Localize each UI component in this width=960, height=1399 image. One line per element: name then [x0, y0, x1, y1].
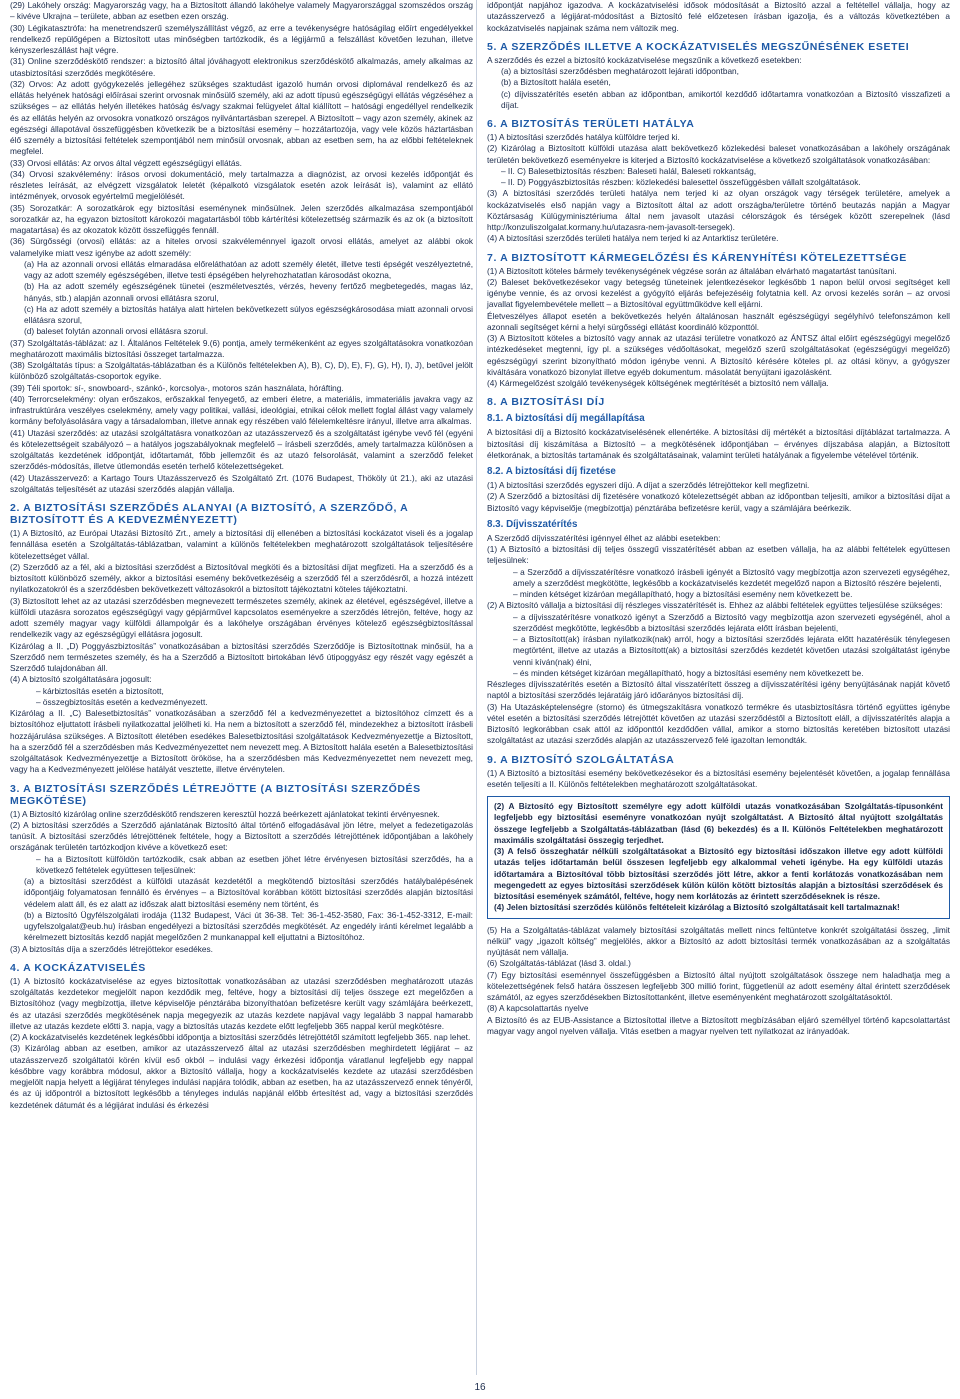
paragraph: (1) A Biztosító a biztosítási esemény bekövetkezésekor és a biztosítási esemény bejelentését követően, a jogalap fennállása esetén teljesíti a II. Különös feltételekben meghatározott szolgáltatásokat.: [487, 767, 950, 789]
paragraph: (3) Biztosított lehet az az utazási szerződésben megnevezett természetes személy, akinek az életével, egészségével, illetve a külföldi utazásra sorozatos egészségügyi vagy gépjárművel kapcsolatos eseményekre a szerződés létrejön, feltéve, hogy az adott személy magyar vagy külföldi állampolgár és a lakóhelye országában érvényes kötelező egészségbiztosítással rendelkezik vagy az egészségügyi ellátásra jogosult.: [10, 595, 473, 640]
list-item: (a) a biztosítási szerződésben meghatározott lejárati időpontban,: [501, 66, 739, 76]
list-item: (c) díjvisszatérítés esetén abban az időpontban, amikortól kezdődő időtartamra vonatkozóan a Biztosító visszafizeti a díjat.: [501, 88, 950, 110]
paragraph: (4) A biztosító szolgáltatására jogosult:: [10, 674, 152, 685]
highlight-box: [487, 796, 950, 919]
paragraph: (1) A Biztosító kizárólag online szerződéskötő rendszeren keresztül hozzá beérkezett ajánlatokat tekinti érvényesnek.: [10, 808, 440, 819]
list-item: (c) Ha az adott személy a biztosítás hatálya alatt hirtelen bekövetkezett súlyos egészségkárosodása miatt azonnali orvosi ellátásra szorul,: [24, 303, 473, 325]
list-item: – II. C) Balesetbiztosítás részben: Baleseti halál, Baleseti rokkantság,: [501, 165, 757, 176]
paragraph: (2) Baleset bekövetkezésekor vagy betegség tüneteinek jelentkezésekor legkésőbb 1 napon belül orvosi segítséget kell igénybe vennie, és az orvosi kezelést a gyógyító eljárás befejezéséig folytatnia kell. Az orvosi kezelés során – az orvosi javallat figyelembevétele mellett – a Biztosítóval együttműködve kell eljárni.: [487, 276, 950, 310]
list-item: (b) a Biztosított halála esetén,: [501, 77, 611, 88]
right-column: [487, 0, 950, 1037]
list-item: – ha a Biztosított külföldön tartózkodik, csak abban az esetben jöhet létre érvényesen biztosítási szerződés, ha a következő feltételek együttesen teljesülnek:: [36, 853, 473, 875]
column-divider: [476, 0, 477, 1375]
section-heading: 2. A BIZTOSÍTÁSI SZERZŐDÉS ALANYAI (A BIZTOSÍTÓ, A SZERZŐDŐ, A BIZTOSÍTOTT ÉS A KEDVEZMÉNYEZETT): [10, 502, 408, 526]
paragraph: A Biztosító és az EUB-Assistance a Biztosítottal illetve a Biztosított megbízásában eljáró személlyel történő kapcsolattartást magyar vagy angol nyelven vállalja. Vitás esetben a magyar nyelven tett nyilatkozat az irányadóak.: [487, 1014, 950, 1036]
section-heading: 6. A BIZTOSÍTÁS TERÜLETI HATÁLYA: [487, 118, 695, 130]
list-item: (b) a Biztosító Ügyfélszolgálati irodája (1132 Budapest, Váci út 36-38. Tel: 36-1-452-3580, Fax: 36-1-452-3312, E-mail: ugyfelszolgalat@eub.hu) írásban engedélyezi a biztosítási szerződés megkötését. Az engedély iránti kérelmet legalább a kérelmezett biztosítás kezdő napját megelőzően 2 munkanappal kell eljuttatni a Biztosítóhoz.: [24, 909, 473, 943]
paragraph: Életveszélyes állapot esetén a bekövetkezés helyén általánosan használt egészségügyi segélyhívó telefonszámon kell azonnali segítséget kérni a helyi sürgősségi ellátást koordináló központtól.: [487, 310, 950, 332]
section-heading: 3. A BIZTOSÍTÁSI SZERZŐDÉS LÉTREJÖTTE (A BIZTOSÍTÁSI SZERZŐDÉS MEGKÖTÉSE): [10, 782, 421, 807]
paragraph: (35) Sorozatkár: A sorozatkárok egy biztosítási eseménynek minősülnek. Jelen szerződés alkalmazása szempontjából sorozatkár az, ha egyazon biztosított károkozói magatartásból több kártérítési kötelezettség származik és az ok (a biztosított magatartása) és az okozatok között összefüggés fennáll.: [10, 202, 473, 235]
paragraph: (4) Kármegelőzést szolgáló tevékenységek költségének megtérítését a biztosító nem vállalja.: [487, 378, 829, 388]
section-heading: 5. A SZERZŐDÉS ILLETVE A KOCKÁZATVISELÉS MEGSZŰNÉSÉNEK ESETEI: [487, 40, 910, 53]
section-heading: 8.2. A biztosítási díj fizetése: [487, 466, 616, 477]
list-item: – a Szerződő a díjvisszatérítésre vonatkozó írásbeli igényét a Biztosító vagy megbízottja azon szervezeti egységéhez, amely a szerződést megkötötte, legkésőbb a kockázatviselés kezdetét megelőző napon a Biztosító részére bejelenti,: [513, 566, 950, 588]
paragraph: (8) A kapcsolattartás nyelve: [487, 1003, 589, 1014]
paragraph: (1) A Biztosító, az Európai Utazási Biztosító Zrt., amely a biztosítási díj ellenében a biztosítási kockázatot viseli és a jogalap fennállása esetén a Szolgáltatás-táblázatban, valamint a különös feltételekben meghatározott szolgáltatások teljesítésére kötelezettséget vállal.: [10, 528, 473, 561]
list-item: – minden kétséget kizáróan megállapítható, hogy a biztosítási esemény nem következett be.: [513, 589, 853, 599]
paragraph: (3) A biztosítás díja a szerződés létrejöttekor esedékes.: [10, 943, 213, 954]
paragraph: (6) Szolgáltatás-táblázat (lásd 3. oldal.): [487, 958, 631, 969]
paragraph: (2) A Szerződő a biztosítási díj fizetésére vonatkozó kötelezettségét abban az időpontban teljesíti, amikor a biztosítási díjat a Biztosító vagy képviselője (megbízottja) pénztárába befizetésre kerül, vagy a számlájára beérkezik.: [487, 491, 950, 513]
paragraph: A Szerződő díjvisszatérítési igénnyel élhet az alábbi esetekben:: [487, 532, 721, 543]
paragraph: (7) Egy biztosítási eseménnyel összefüggésben a Biztosító által nyújtott szolgáltatások összege nem haladhatja meg a kötelezettségének felső határa összesen legfeljebb 300 millió forint, függetlenül az adott esemény által érintett szerződések számától, az egyes szerződésekben Biztosítottanként, illetve eseményenként meghatározott szolgáltatásoktól.: [487, 969, 950, 1002]
paragraph: Kizárólag a II. „D) Poggyászbiztosítás” vonatkozásában a biztosítási szerződés Szerződője is Biztosítottnak minősül, ha a Szerződő nem természetes személy, és ha a Szerződő a Biztosított birtokában lévő útipoggyász egy részét vagy egészét a Szerződő tulajdonában áll.: [10, 640, 473, 673]
list-item: – kárbiztosítás esetén a biztosított,: [36, 685, 164, 696]
paragraph: (2) A kockázatviselés kezdetének legkésőbbi időpontja a biztosítási szerződés létrejöttétől számított legfeljebb 365. nap lehet.: [10, 1032, 471, 1042]
paragraph: (4) A biztosítási szerződés területi hatálya nem terjed ki az Antarktisz területére.: [487, 233, 779, 244]
paragraph: (2) Szerződő az a fél, aki a biztosítási szerződést a Biztosítóval megköti és a biztosítási díjat megfizeti. Ha a szerződő és a biztosított különböző személy, akkor a biztosítási esemény bekövetkezéséig a szerződő fél a szerződésről, a hozzá intézett nyilatkozatokról és a szerződésben bekövetkezett változásokról a biztosított tájékoztatni köteles tájékoztatni.: [10, 561, 473, 595]
highlight-paragraph: (2) A Biztosító egy Biztosított személyre egy adott külföldi utazás vonatkozásában Szolgáltatás-típusonként legfeljebb egy biztosítási eseményre vonatkozóan nyújt szolgáltatást. A Biztosító által nyújtott szolgáltatás összege legfeljebb a Szolgáltatás-táblázatban (lásd (6) bekezdés) és a II. Különös Feltételekben meghatározott maximális szolgáltatási összegig terjedhet.: [494, 801, 943, 845]
list-item: (a) a biztosítási szerződést a külföldi utazását kezdetétől a megkötendő biztosítási szerződés hatálybalépésének időpontjáig folyamatosan fennálló és érvényes – a Biztosítóval korábban kötött biztosítási szerződés alapján biztosítási védelem alatt áll, és ez alatt az időszak alatt biztosítási esemény nem történt, és: [24, 876, 473, 909]
list-item: – a Biztosított(ak) írásban nyilatkozik(nak) arról, hogy a biztosítási szerződés lejárata előtt hazatérésük ténylegesen megtörtént, illetve az utazás a Biztosított(ak) a biztosítási szerződés kezdetét követően utazási szolgáltatást igénybe venni kíván(nak) élni,: [513, 634, 950, 667]
list-item: (a) Ha az azonnali orvosi ellátás elmaradása előreláthatóan az adott személy életét, illetve testi épségét veszélyeztetné, vagy az adott személy egészségében, illetve testi épségében helyrehozhatatlan károsodást okozna,: [24, 258, 473, 280]
paragraph: időpontját napjához igazodva. A kockázatviselési idősok módosítását a Biztosító azzal a feltétellel vállalja, hogy az utazásszervező a légijárat-módosítást a Biztosító felé előzetesen írásban igazolja, és a változás következtében a kockázatviselés napjainak száma nem változik meg.: [487, 0, 950, 33]
section-heading: 8.3. Díjvisszatérítés: [487, 518, 578, 530]
paragraph: (34) Orvosi szakvélemény: írásos orvosi dokumentáció, mely tartalmazza a diagnózist, az orvosi kezelés időpontját és részletes leírását, az elvégzett vizsgálatok leletét (képalkotó vizsgálatok esetén azok leírását is), valamint az ellátó intézmények, orvosok egyértelmű megjelölését.: [10, 168, 473, 202]
paragraph: (2) A biztosítási szerződés a Szerződő ajánlatának Biztosító által történő elfogadásával jön létre, melyet a fedezetigazolás tanúsít. A biztosítási szerződés létrejöttének feltétele, hogy a Biztosított a szerződés létrejöttének időpontjában a lakóhely országának területén tartózkodjon kivéve a következő eset:: [10, 819, 473, 853]
list-item: – a díjvisszatérítésre vonatkozó igényt a Szerződő a Biztosító vagy megbízottja azon szervezeti egységénél, ahol a szerződést megkötötte, legkésőbb a biztosítási szerződés lejárata előtt írásban bejelenti,: [513, 611, 950, 633]
paragraph: (30) Légikatasztrófa: ha menetrendszerű személyszállítást végző, az erre a tevékenységre hatóságilag előírt engedélyekkel rendelkező repülőgépen a Biztosított utas minőségben tartózkodik, és a légijármű a felszállást követően lezuhan, illetve kényszerleszállást hajt végre.: [10, 22, 473, 55]
list-item: (b) Ha az adott személy egészségének tünetei (eszméletvesztés, vérzés, heveny fertőző megbetegedés, magas láz, hányás, stb.) alapján azonnali orvosi ellátásra szorul,: [24, 281, 473, 303]
section-heading: 7. A BIZTOSÍTOTT KÁRMEGELŐZÉSI ÉS KÁRENYHÍTÉSI KÖTELEZETTSÉGE: [487, 251, 907, 264]
list-item: – összegbiztosítás esetén a kedvezményezett.: [36, 696, 208, 707]
paragraph: (39) Téli sportok: sí-, snowboard-, szánkó-, korcsolya-, motoros szán használata, hóráfting.: [10, 382, 344, 393]
paragraph: (32) Orvos: Az adott gyógykezelés jellegéhez szükséges szaktudást igazoló humán orvosi diplomával rendelkező és az ellátás helyének hatósági előírásai szerint orvosnak minősülő személy, aki az adott típusú egészségügyi ellátás végzéséhez a szükséges – az ellátás helyén illetékes hatóság és/vagy szakmai felügyelet által kiállított – hatósági engedéllyel rendelkezik és az ellátás helyén az orvosokra vonatkozó országos nyilvántartásban szerepel. A Biztosított – vagy azon személy, akinek az egészségi állapotával összefüggésben következik be a biztosítási esemény – hozzátartozója, vagy vele közös háztartásban élő személy a biztosítási feltételek szempontjából nem minősül orvosnak, abban az esetben sem, ha az előbbi feltételeknek megfelel.: [10, 78, 473, 157]
paragraph: (33) Orvosi ellátás: Az orvos által végzett egészségügyi ellátás.: [10, 157, 242, 168]
left-column: [10, 0, 473, 1111]
section-heading: 9. A BIZTOSÍTÓ SZOLGÁLTATÁSA: [487, 753, 675, 766]
paragraph: (42) Utazásszervező: a Kartago Tours Utazásszervező és Szolgáltató Zrt. (1076 Budapest, Thököly út 21.), aki az utazási szolgáltatás teljesítését az utazási szerződés alapján vállalja.: [10, 472, 473, 494]
page-number: 16: [474, 1382, 486, 1393]
paragraph: (41) Utazási szerződés: az utazási szolgáltatásra vonatkozóan az utazásszervező és a szolgáltatást igénybe vevő fél (egyéni és kötelezettségeit szabályozó – a hatályos jogszabályoknak megfelelő – írásbeli szerződés, amely tartalmazza különösen a szolgáltatás kezdetének időpontját, időtartamát, főbb jellemzőit és az utazó felsorolását, valamint a szerződő feleket szerződés-módosítás, illetve útlemondás esetén terhelő kötelezettségeket.: [10, 427, 473, 472]
paragraph: (37) Szolgáltatás-táblázat: az I. Általános Feltételek 9.(6) pontja, amely termékenként az egyes szolgáltatásokra vonatkozóan meghatározott maximális biztosítási összeget tartalmazza.: [10, 337, 473, 359]
paragraph: A szerződés és ezzel a biztosító kockázatviselése megszűnik a következő esetekben:: [487, 54, 802, 65]
paragraph: (1) A biztosítási szerződés egyszeri díjú. A díjat a szerződés létrejöttekor kell megfizetni.: [487, 480, 810, 490]
paragraph: Részleges díjvisszatérítés esetén a Biztosító által visszatérített összeg a díjvisszatérítési igény benyújtásának napját követő naptól a biztosítási szerződés lejáratáig járó időarányos biztosítási díj.: [487, 679, 950, 701]
paragraph: (3) Kizárólag abban az esetben, amikor az utazásszervező által az utazási szerződésben meghirdetett légijárat – az utazásszervező szolgáltatói körén kívül eső okból – indulási vagy érkezési időpontja váratlanul legfeljebb egy nappal későbbre vagy korábbra módosul, akkor a Biztosító vállalja, hogy a kockázatviselés kezdete az utazási szerződésben megjelölt napja helyett a légijárat tényleges indulási napjára tolódik, abban az esetben, ha az utazásszervező ennek tényéről, és az új időpontról a biztosított legkésőbb a tényleges indulás napjánál előbb értesítést ad, vagy a biztosítási szerződés kezdetének dátumát és a légijárat indulási és érkezési: [10, 1043, 473, 1110]
paragraph: (38) Szolgáltatás típus: a Szolgáltatás-táblázatban és a Különös feltételekben A), B), C), D), E), F), G), H), I), J), betűvel jelölt különböző szolgáltatás-csoportok egyike.: [10, 360, 473, 382]
paragraph: (3) A Biztosított köteles a biztosító vagy annak az utazási területre vonatkozó az ÁNTSZ által előírt egészségügyi megelőző intézkedéseket megtenni, így pl. a szükséges védőoltásokat, megelőző szerű szolgáltatásokat (egészségügyi megelőző) egészségügyi szerint bizonyítható módon igénybe venni. A Biztosító kérésére köteles pl. az oltási könyv, a gyógyszer kiváltására vonatkozó bizonylat illetve egyéb dokumentum. másolatát benyújtani igazolásként.: [487, 333, 950, 377]
paragraph: A biztosítási díj a Biztosító kockázatviselésének ellenértéke. A biztosítási díj mértékét a biztosítási díjtáblázat tartalmazza. A biztosítási díj kiszámítása a Biztosító – a megkötésének időpontjában – érvényes díjszabása alapján, a Biztosított életkorának, a biztosítás tartamának és szolgáltatásainak, valamint területi hatályának a figyelembe vételével történik.: [487, 427, 950, 460]
paragraph: (2) A Biztosító vállalja a biztosítási díj részleges visszatérítését is. Ehhez az alábbi feltételek együttes teljesülése szükséges:: [487, 600, 943, 611]
list-item: (d) baleset folytán azonnali orvosi ellátásra szorul.: [24, 326, 209, 337]
section-heading: 4. A KOCKÁZATVISELÉS: [10, 961, 146, 974]
paragraph: (1) A Biztosító a biztosítási díj teljes összegű visszatérítését abban az esetben vállalja, ha az alábbi feltételek együttesen teljesülnek:: [487, 544, 950, 566]
section-heading: 8. A BIZTOSÍTÁSI DÍJ: [487, 396, 605, 409]
paragraph: (1) A biztosítási szerződés hatálya külföldre terjed ki.: [487, 132, 680, 142]
paragraph: (36) Sürgősségi (orvosi) ellátás: az a hiteles orvosi szakvéleménnyel igazolt orvosi ellátás, amelyet az alábbi okok valamelyike miatt vesz igénybe az adott személy:: [10, 236, 473, 258]
paragraph: (29) Lakóhely ország: Magyarország vagy, ha a Biztosított állandó lakóhelye valamely Magyarországgal szomszédos ország – kivéve Ukrajna – területe, abban az esetben ezen ország.: [10, 0, 473, 22]
paragraph: (3) A biztosítási szerződés területi hatálya nem terjed ki az olyan országok vagy térségek területére, amelyek a kockázatviselés első napján vagy a Biztosított által az adott országba/területre történő beutazás napján a Magyar Köztársaság Külügyminisztériuma által nem javasolt utazási célországok és térségek között szerepelnek (lásd http://konzuliszolgalat.kormany.hu/utazasra-nem-javasolt-tersegek).: [487, 188, 950, 232]
paragraph: Kizárólag a II. „C) Balesetbiztosítás” vonatkozásában a szerződő fél a kedvezményezettet a biztosítóhoz címzett és a biztosítóhoz eljuttatott írásbeli nyilatkozattal jelölheti ki. Ha nem a biztosított a szerződő fél, mindezekhez a biztosított írásbeli hozzájárulása szükséges. A Biztosított életében esedékes Balesetbiztosítási szolgáltatások Kedvezményezettje a Biztosított, ha a szerződő fél a szerződésben más Kedvezményezettet nem nevezett meg. A Biztosított halála esetén a Balesetbiztosítási szolgáltatások Kedvezményezettje a Biztosított örököse, ha a szerződésben más Kedvezményezettet nem nevezett meg, vagy ha a Kedvezményezett jelölése hatályát vesztette, illetve érvénytelen.: [10, 708, 473, 775]
paragraph: (31) Online szerződéskötő rendszer: a biztosító által jóváhagyott elektronikus szerződéskötő alkalmazás, amely alkalmas az utasbiztosítási szerződés megkötésére.: [10, 56, 473, 78]
paragraph: (1) A biztosító kockázatviselése az egyes biztosítottak vonatkozásában az utazási szerződésben meghatározott utazás szolgáltatás kezdetekor megjelölt napon kezdődik meg, feltéve, hogy a biztosítási díj teljes összege ezt megelőzően a Biztosítóhoz (vagy megbízottja, illetve képviselője pénztárába bizonyíthatóan befizetésre került vagy számlájára beérkezett, és az utazási szerződés megkötésének napja megegyezik az utazás kezdete napjával vagy legalább 3 nappal hamarabb illetve az utazás kezdete előtti 3. napja, vagy a biztosítás utazás kezdete előtt legfeljebb 365 nappal kerül megkötésre.: [10, 975, 473, 1031]
section-heading: 8.1. A biztosítási díj megállapítása: [487, 413, 645, 425]
paragraph: (5) Ha a Szolgáltatás-táblázat valamely biztosítási szolgáltatás mellett nincs feltüntetve konkrét szolgáltatási összeg, „limit nélkül” vagy „igazolt költség” megjelölés, akkor a Biztosító az adott biztosítási termék vonatkozásában az a szolgáltatás nyújtását nem vállalja.: [487, 924, 950, 957]
list-item: – és minden kétséget kizáróan megállapítható, hogy a biztosítási esemény nem következett be.: [513, 667, 864, 678]
paragraph: (2) Kizárólag a Biztosított külföldi utazása alatt bekövetkező közlekedési baleset vonatkozásában a lakóhely országának területén bekövetkező eseményekre is kiterjed a Biztosító kockázatviselése a következő szolgáltatások vonatkozásában:: [487, 143, 950, 165]
paragraph: (3) Ha Utazásképtelenségre (storno) és útmegszakításra vonatkozó termékre és utasbiztosításra történő együttes igénybe vétel esetén a biztosítási szerződés létrejöttét követően az utazási szerződéstől a Biztosított eláll, a díjvisszatérítés alapja a Biztosító legkorábban csak attól az időponttól kezdődően vállal, amikor a storno biztosítás keretében biztosított utazási szolgáltatást az utazási szerződés alapján az utazásszervező felé igazoltan lemondták.: [487, 701, 950, 746]
paragraph: (40) Terrorcselekmény: olyan erőszakos, erőszakkal fenyegető, az emberi életre, a materiális, immateriális javakra vagy az infrastruktúrára veszélyes cselekmény, amely vagy politikai, vallási, ideológiai, etnikai célok mellett foglal állást vagy valamely kormány befolyásolására vagy a társadalomban, illetve annak egy részében való félelemkeltésre irányul, illetve arra alkalmas.: [10, 393, 473, 427]
highlight-paragraph: (4) Jelen biztosítási szerződés különös feltételeit kizárólag a Biztosító szolgáltatásait kell tartalmaznak!: [494, 902, 900, 913]
highlight-paragraph: (3) A felső összeghatár nélküli szolgáltatásokat a Biztosító egy biztosítási időszakon illetve egy adott külföldi utazás teljes időtartamán belül összesen legfeljebb egy alkalommal veheti igénybe. Ha egy külföldi utazás időtartamára a Biztosítóval több biztosítási szerződés jött létre, akkor a fenti korlátozás vonatkozásában nem megengedett az egyes biztosítási szerződések külön külön kötött biztosítás alapján a biztosítási szerződések és biztosítási események számától, feltéve, hogy nem korlátozás az érintett szerződéseknek is része.: [494, 846, 943, 901]
paragraph: (1) A Biztosított köteles bármely tevékenységének végzése során az általában elvárható magatartást tanúsítani.: [487, 265, 897, 276]
list-item: – II. D) Poggyászbiztosítás részben: közlekedési balesettel összefüggésben vállalt szolgáltatások.: [501, 177, 861, 187]
